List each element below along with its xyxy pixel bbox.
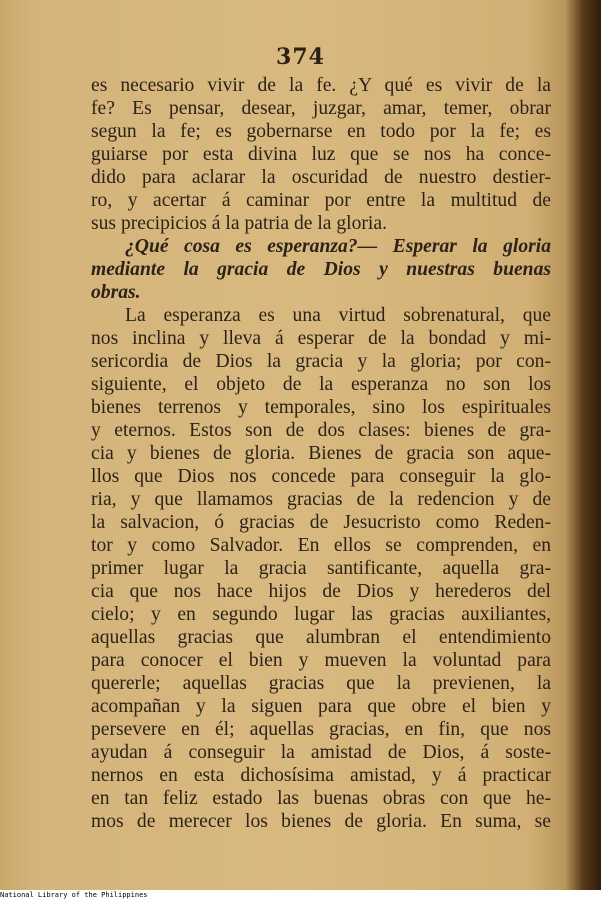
text-line: ria, y que llamamos gracias de la redencion y de bbox=[91, 489, 551, 510]
text-line: ro, y acertar á caminar por entre la multitud de bbox=[91, 190, 551, 211]
text-line: tor y como Salvador. En ellos se comprenden, en bbox=[91, 535, 551, 556]
question-line: mediante la gracia de Dios y nuestras buenas bbox=[91, 259, 551, 280]
text-line: dido para aclarar la oscuridad de nuestro destier- bbox=[91, 167, 551, 188]
text-line: para conocer el bien y mueven la voluntad para bbox=[91, 650, 551, 671]
text-line: sus precipicios á la patria de la gloria. bbox=[91, 213, 387, 234]
text-line: quererle; aquellas gracias que la previenen, la bbox=[91, 673, 551, 694]
text-line: siguiente, el objeto de la esperanza no son los bbox=[91, 374, 551, 395]
text-line: aquellas gracias que alumbran el entendimiento bbox=[91, 627, 551, 648]
text-line: bienes terrenos y temporales, sino los espirituales bbox=[91, 397, 551, 418]
text-line: La esperanza es una virtud sobrenatural, que bbox=[125, 305, 551, 326]
text-line: cielo; y en segundo lugar las gracias auxiliantes, bbox=[91, 604, 551, 625]
question-line: ¿Qué cosa es esperanza?— Esperar la gloria bbox=[125, 236, 551, 257]
text-line: nos inclina y lleva á esperar de la bondad y mi- bbox=[91, 328, 551, 349]
text-line: mos de merecer los bienes de gloria. En suma, se bbox=[91, 811, 551, 832]
question-line: obras. bbox=[91, 282, 141, 303]
text-line: y eternos. Estos son de dos clases: bienes de gra- bbox=[91, 420, 551, 441]
text-line: en tan feliz estado las buenas obras con que he- bbox=[91, 788, 551, 809]
text-line: cia que nos hace hijos de Dios y herederos del bbox=[91, 581, 551, 602]
library-watermark: National Library of the Philippines bbox=[0, 891, 148, 899]
text-line: llos que Dios nos concede para conseguir la glo- bbox=[91, 466, 551, 487]
text-line: primer lugar la gracia santificante, aquella gra- bbox=[91, 558, 551, 579]
text-line: la salvacion, ó gracias de Jesucristo como Reden- bbox=[91, 512, 551, 533]
text-line: persevere en él; aquellas gracias, en fin, que nos bbox=[91, 719, 551, 740]
text-line: guiarse por esta divina luz que se nos ha conce- bbox=[91, 144, 551, 165]
text-line: cia y bienes de gloria. Bienes de gracia son aque- bbox=[91, 443, 551, 464]
body-text bbox=[91, 74, 551, 833]
page-number: 374 bbox=[276, 44, 325, 70]
text-line: es necesario vivir de la fe. ¿Y qué es vivir de la bbox=[91, 75, 551, 96]
text-line: sericordia de Dios la gracia y la gloria; por con- bbox=[91, 351, 551, 372]
text-line: segun la fe; es gobernarse en todo por la fe; es bbox=[91, 121, 551, 142]
text-line: ayudan á conseguir la amistad de Dios, á soste- bbox=[91, 742, 551, 763]
text-line: acompañan y la siguen para que obre el bien y bbox=[91, 696, 551, 717]
text-line: fe? Es pensar, desear, juzgar, amar, temer, obrar bbox=[91, 98, 551, 119]
text-line: nernos en esta dichosísima amistad, y á practicar bbox=[91, 765, 551, 786]
